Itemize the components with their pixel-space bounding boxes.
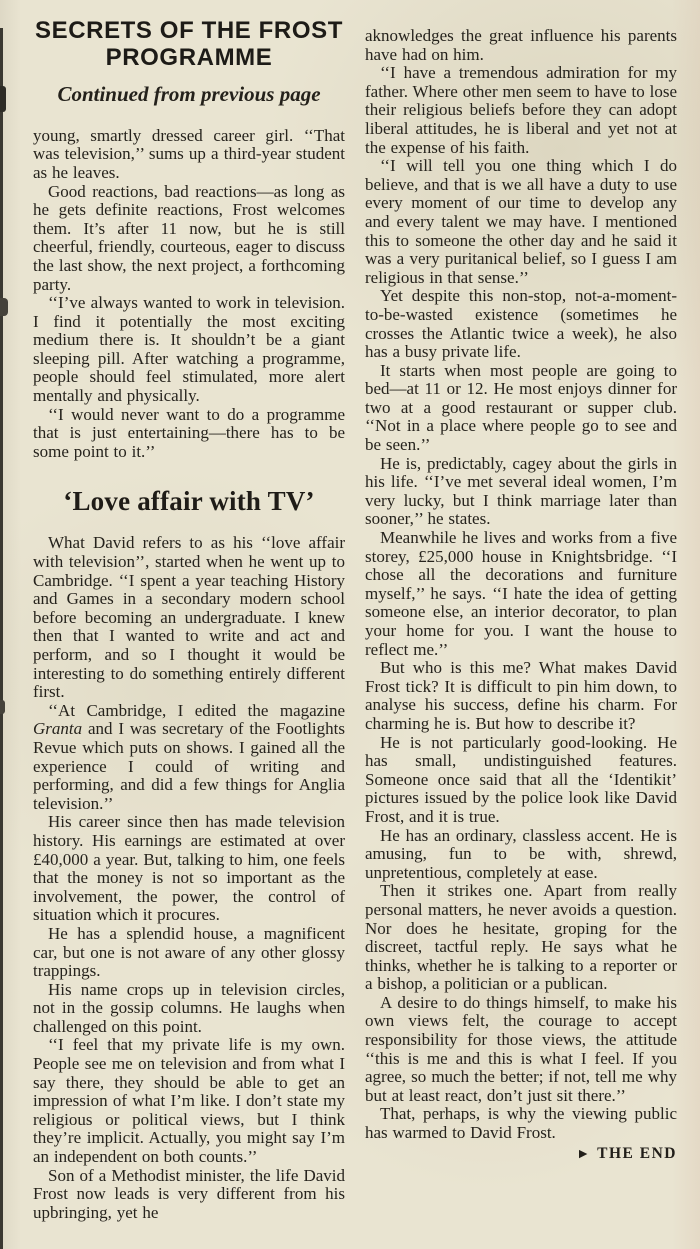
paragraph: ‘‘I would never want to do a programme that is just entertaining—there has to be some point to it.’’ (33, 404, 345, 461)
article-title-line2: PROGRAMME (105, 43, 273, 71)
granta-italic-word: Granta (33, 719, 83, 739)
scan-blotch (0, 298, 8, 316)
paragraph: His career since then has made television history. His earnings are estimated at over £40,000 a year. But, talking to him, one feels that the money is not so important as the involvement, the power, the control of situation which it procures. (33, 812, 345, 925)
paragraph: That, perhaps, is why the viewing public has warmed to David Frost. (365, 1104, 677, 1143)
paragraph-text: and I was secretary of the Footlights Revue which puts on shows. I gained all the experience I could of writing and performing, and did a few things for Anglia television.’’ (33, 719, 345, 813)
paragraph: ‘‘I have a tremendous admiration for my father. Where other men seem to have to lose their religious beliefs before they can adopt liberal attitudes, he is liberal and yet not at the expense of his faith. (365, 63, 677, 157)
article-title (33, 18, 345, 72)
paragraph: Yet despite this non-stop, not-a-moment-to-be-wasted existence (sometimes he crosses the Atlantic twice a week), he also has a busy private life. (365, 286, 677, 362)
paragraph-text: ‘‘At Cambridge, I edited the magazine (48, 700, 345, 720)
paragraph: aknowledges the great influence his parents have had on him. (365, 26, 677, 64)
the-end-label: THE END (597, 1144, 677, 1162)
section-heading: ‘Love affair with TV’ (63, 486, 315, 517)
paragraph: ‘‘I feel that my private life is my own. People see me on television and from what I say there, they should be able to get an impression of what I’m like. I don’t state my religious or political views, but I think they’re implicit. Actually, you might say I’m an independent on both counts.’’ (33, 1035, 345, 1167)
paragraph: young, smartly dressed career girl. ‘‘That was television,’’ sums up a third-year student as he leaves. (33, 125, 345, 182)
paragraph: His name crops up in television circles, not in the gossip columns. He laughs when challenged on this point. (33, 979, 345, 1036)
paragraph: He is, predictably, cagey about the girls in his life. ‘‘I’ve met several ideal women, I’m very lucky, but I think marriage later than sooner,’’ he states. (365, 453, 677, 529)
left-column (33, 10, 345, 1222)
paragraph: A desire to do things himself, to make his own views felt, the courage to accept responsibility for those views, the attitude ‘‘this is me and this is what I feel. If you agree, so much the better; if not, tell me why but at least react, don’t just sit there.’’ (365, 992, 677, 1105)
scan-edge-artifact (0, 28, 3, 1249)
paragraph: He is not particularly good-looking. He has small, undistinguished features. Someone once said that all the ‘Identikit’ pictures issued by the police look like David Frost, and it is true. (365, 732, 677, 826)
paragraph: He has a splendid house, a magnificent car, but one is not aware of any other glossy trappings. (33, 923, 345, 981)
paragraph: Son of a Methodist minister, the life David Frost now leads is very different from his upbringing, yet he (33, 1165, 345, 1222)
scan-blotch (0, 86, 6, 112)
paragraph: ‘‘I’ve always wanted to work in television. I find it potentially the most exciting medium there is. It shouldn’t be a giant sleeping pill. After watching a programme, people should feel stimulated, more alert mentally and physically. (33, 293, 345, 406)
paragraph: Then it strikes one. Apart from really personal matters, he never avoids a question. Nor does he hesitate, groping for the discreet, tactful reply. He says what he thinks, whether he is talking to a reporter or a bishop, a politician or a publican. (365, 881, 677, 994)
article-title-line1: SECRETS OF THE FROST (34, 17, 343, 44)
paragraph: Good reactions, bad reactions—as long as he gets definite reactions, Frost welcomes them. It’s after 11 now, but he is still cheerful, friendly, courteous, eager to discuss the last show, the next project, a forthcoming party. (33, 181, 345, 294)
right-column (365, 10, 677, 1222)
paragraph: But who is this me? What makes David Frost tick? It is difficult to pin him down, to analyse his success, define his charm. For charming he is. But how to describe it? (365, 658, 677, 733)
paragraph: He has an ordinary, classless accent. He is amusing, fun to be with, shrewd, unpretentious, completely at ease. (365, 825, 677, 882)
the-end-marker (365, 1145, 677, 1163)
paragraph: It starts when most people are going to bed—at 11 or 12. He most enjoys dinner for two at a good restaurant or supper club. ‘‘Not in a place where people go to see and be seen.’’ (365, 360, 677, 455)
paragraph (33, 702, 345, 814)
continued-from-note: Continued from previous page (57, 81, 321, 106)
paragraph: What David refers to as his ‘‘love affair with television’’, started when he went up to Cambridge. ‘‘I spent a year teaching History and Games in a secondary modern school before becoming an undergraduate. I knew then that I wanted to write and act and perform, and so I thought it would be interesting to do something entirely different first. (33, 533, 345, 702)
end-arrow-icon: ► (576, 1146, 591, 1162)
scan-blotch (0, 700, 5, 714)
paragraph: ‘‘I will tell you one thing which I do believe, and that is we all have a duty to use every moment of our time to develop any and every talent we may have. I mentioned this to someone the other day and he said it was a very puritanical belief, so I guess I am religious in that sense.’’ (365, 156, 677, 287)
paragraph: Meanwhile he lives and works from a five storey, £25,000 house in Knightsbridge. ‘‘I chose all the decorations and furniture myself,’’ he says. ‘‘I hate the idea of getting someone else, an interior decorator, to plan your home for you. I want the house to reflect me.’’ (365, 528, 677, 659)
